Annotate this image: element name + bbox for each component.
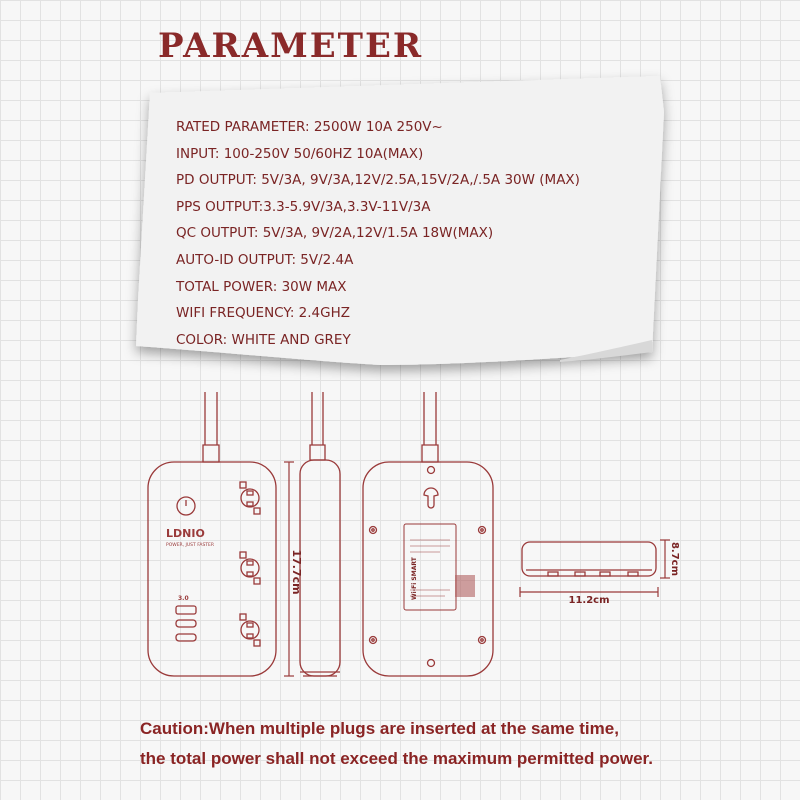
back-view-drawing [363, 392, 493, 676]
side-body [300, 460, 340, 676]
height-label: 17.7cm [290, 549, 303, 595]
qr-code [455, 575, 475, 597]
socket-icon [240, 614, 260, 646]
page-title: PARAMETER [158, 26, 424, 66]
spec-wifi-frequency: WIFI FREQUENCY: 2.4GHZ [176, 305, 350, 322]
spec-total-power: TOTAL POWER: 30W MAX [176, 278, 347, 295]
front-cable [205, 392, 217, 445]
back-body [363, 462, 493, 676]
caution-line-1: Caution:When multiple plugs are inserted at the same time, [140, 719, 619, 738]
spec-list [176, 114, 646, 353]
spec-color: COLOR: WHITE AND GREY [176, 331, 351, 348]
hang-hole-icon [424, 488, 438, 508]
depth-label: 8.7cm [669, 541, 680, 577]
spec-pd-output: PD OUTPUT: 5V/3A, 9V/3A,12V/2.5A,15V/2A,/.5A 30W (MAX) [176, 172, 580, 189]
caution-line-2: the total power shall not exceed the maximum permitted power. [140, 749, 653, 768]
usb-c-port-icon [176, 620, 196, 627]
front-brand-logo: LDNIO [166, 527, 205, 540]
spec-qc-output: QC OUTPUT: 5V/3A, 9V/2A,12V/1.5A 18W(MAX) [176, 225, 494, 242]
spec-input: INPUT: 100-250V 50/60HZ 10A(MAX) [176, 145, 424, 162]
depth-dimension [660, 540, 670, 578]
usb-port-icon [176, 606, 196, 614]
top-body [522, 542, 656, 576]
caution-notice [140, 714, 700, 774]
spec-rated-parameter: RATED PARAMETER: 2500W 10A 250V~ [176, 119, 443, 135]
product-drawings [0, 380, 800, 700]
socket-icon [240, 552, 260, 584]
spec-pps-output: PPS OUTPUT:3.3-5.9V/3A,3.3V-11V/3A [176, 198, 431, 215]
width-label: 11.2cm [568, 595, 610, 606]
spec-auto-id-output: AUTO-ID OUTPUT: 5V/2.4A [176, 251, 354, 268]
socket-icon [240, 482, 260, 514]
qc-badge: 3.0 [178, 595, 189, 602]
side-cable [312, 392, 323, 445]
front-body [148, 462, 276, 676]
usb-c-port-icon [176, 634, 196, 641]
top-view-drawing [522, 542, 656, 576]
back-label-text: Wi-Fi SMART [411, 557, 418, 600]
back-cable [424, 392, 436, 445]
parameter-note-card [0, 0, 800, 380]
side-view-drawing [300, 392, 340, 676]
front-brand-slogan: POWER, JUST FASTER [166, 543, 215, 548]
